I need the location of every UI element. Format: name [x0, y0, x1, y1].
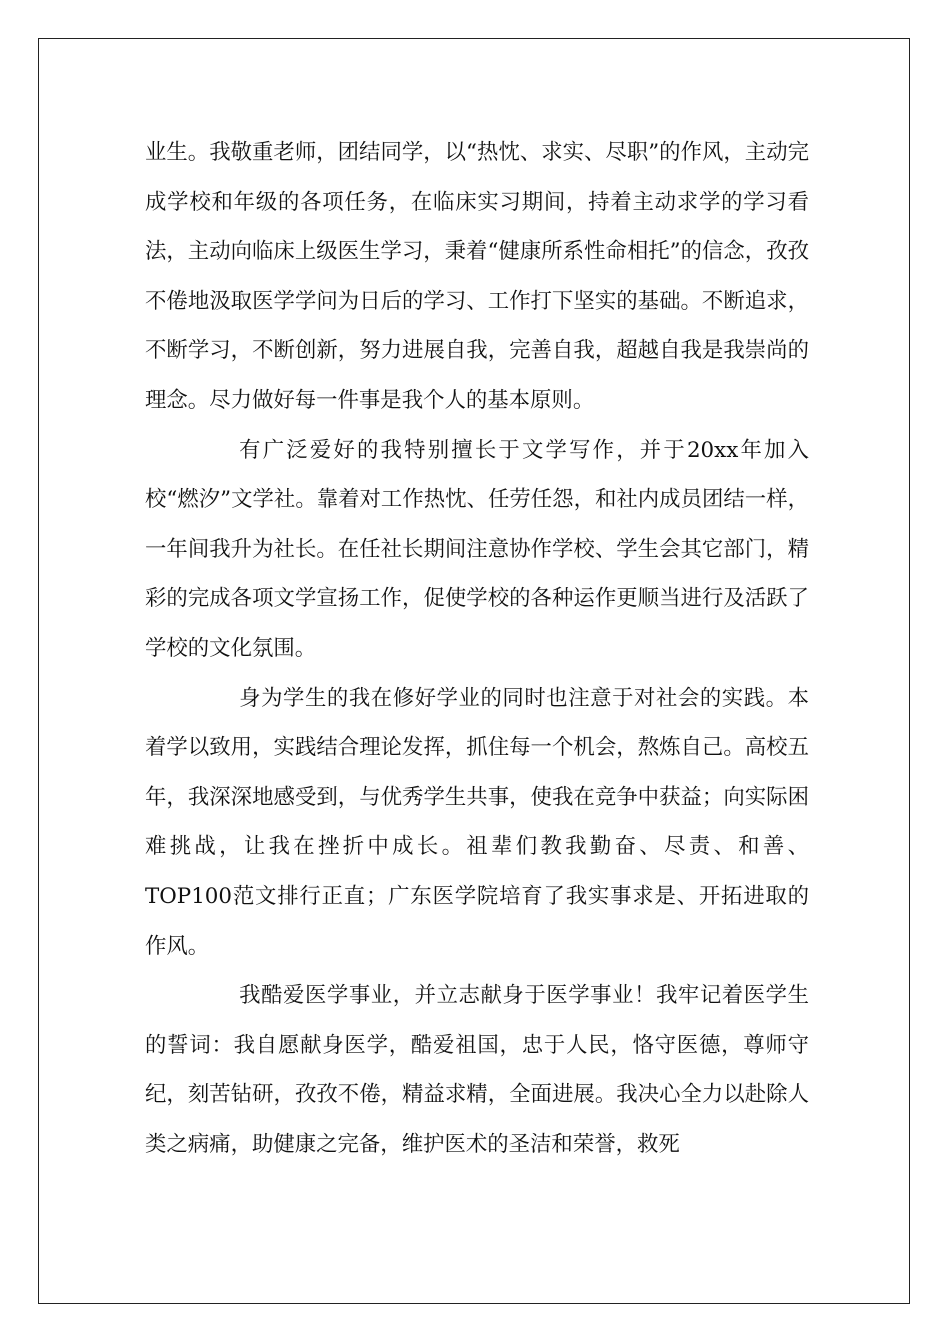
paragraph-2: 有广泛爱好的我特别擅长于文学写作，并于20xx年加入校“燃汐”文学社。靠着对工作热忱、任劳任怨，和社内成员团结一样，一年间我升为社长。在任社长期间注意协作学校、学生会其它部门，精彩的完成各项文学宣扬工作，促使学校的各种运作更顺当进行及活跃了学校的文化氛围。 — [145, 437, 809, 661]
paragraph-1: 业生。我敬重老师，团结同学，以“热忱、求实、尽职”的作风，主动完成学校和年级的各项任务，在临床实习期间，持着主动求学的学习看法，主动向临床上级医生学习，秉着“健康所系性命相托”的信念，孜孜不倦地汲取医学学问为日后的学习、工作打下坚实的基础。不断追求，不断学习，不断创新，努力进展自我，完善自我，超越自我是我崇尚的理念。尽力做好每一件事是我个人的基本原则。 — [145, 140, 809, 413]
document-body — [145, 128, 809, 1169]
paragraph-4: 我酷爱医学事业，并立志献身于医学事业！我牢记着医学生的誓词：我自愿献身医学，酷爱祖国，忠于人民，恪守医德，尊师守纪，刻苦钻研，孜孜不倦，精益求精，全面进展。我决心全力以赴除人类之病痛，助健康之完备，维护医术的圣洁和荣誉，救死 — [145, 983, 809, 1157]
paragraph-3: 身为学生的我在修好学业的同时也注意于对社会的实践。本着学以致用，实践结合理论发挥，抓住每一个机会，熬炼自己。高校五年，我深深地感受到，与优秀学生共事，使我在竞争中获益；向实际困难挑战，让我在挫折中成长。祖辈们教我勤奋、尽责、和善、TOP100范文排行正直；广东医学院培育了我实事求是、开拓进取的作风。 — [145, 685, 809, 959]
